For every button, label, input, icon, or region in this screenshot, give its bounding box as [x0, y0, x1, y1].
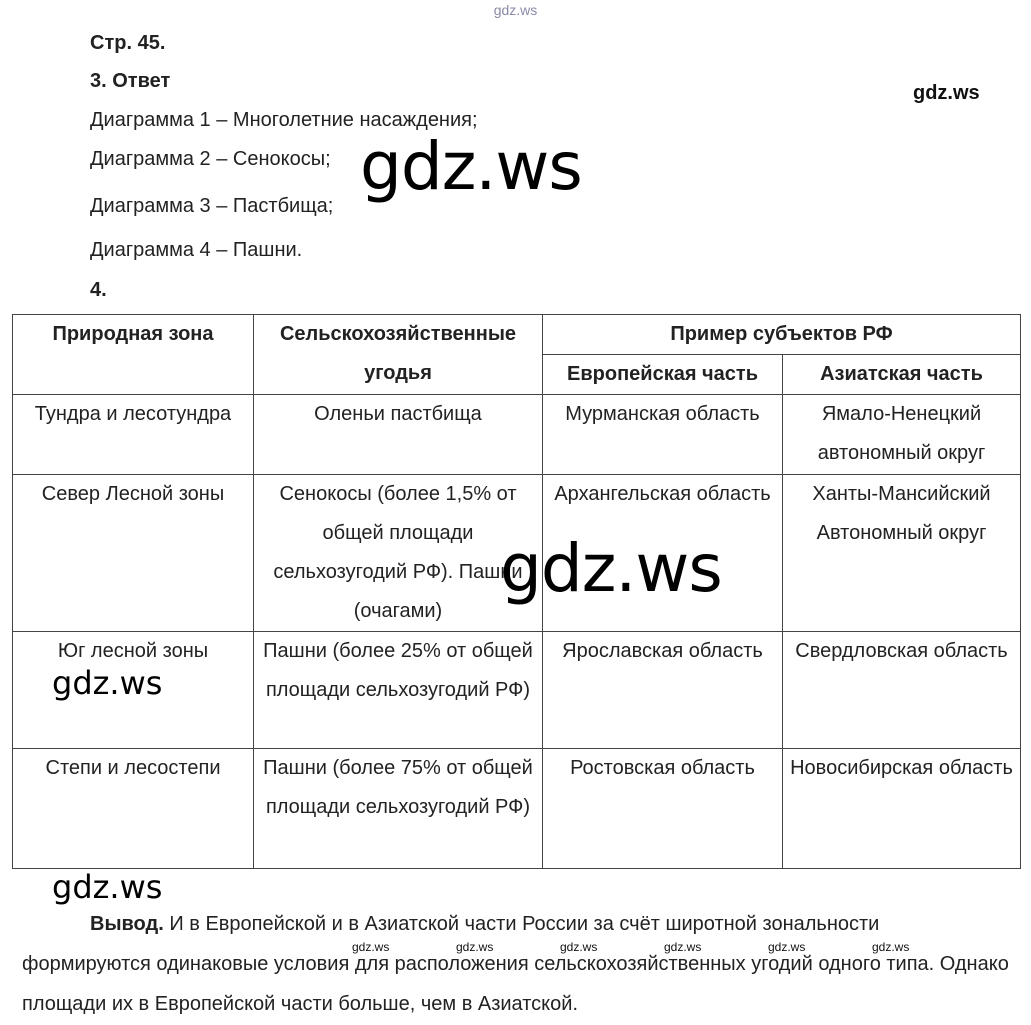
watermark-large-2: gdz.ws [500, 530, 722, 607]
header-lands: Сельскохозяйственные угодья [254, 315, 543, 395]
cell-lands: Пашни (более 25% от общей площади сельхозугодий РФ) [254, 632, 543, 749]
table-row [13, 395, 1021, 475]
cell-asia: Ханты-Мансийский Автономный округ [783, 475, 1021, 632]
watermark-tiny: gdz.ws [664, 940, 702, 954]
header-zone: Природная зона [13, 315, 254, 395]
header-asia: Азиатская часть [783, 355, 1021, 395]
conclusion-paragraph [22, 904, 1012, 1024]
answer-3-heading: 3. Ответ [90, 70, 171, 92]
watermark-medium-2: gdz.ws [52, 868, 163, 906]
page-number: Стр. 45. [90, 32, 166, 54]
watermark-right: gdz.ws [913, 82, 980, 104]
cell-zone: Юг лесной зоны [13, 632, 254, 749]
answer-item-4: Диаграмма 4 – Пашни. [90, 239, 303, 261]
table-row [13, 749, 1021, 869]
watermark-tiny: gdz.ws [872, 940, 910, 954]
watermark-tiny: gdz.ws [768, 940, 806, 954]
watermark-large-1: gdz.ws [360, 128, 582, 205]
cell-zone: Тундра и лесотундра [13, 395, 254, 475]
answer-item-1: Диаграмма 1 – Многолетние насаждения; [90, 109, 478, 131]
cell-lands: Оленьи пастбища [254, 395, 543, 475]
watermark-tiny: gdz.ws [456, 940, 494, 954]
table-row [13, 632, 1021, 749]
cell-zone: Север Лесной зоны [13, 475, 254, 632]
header-example: Пример субъектов РФ [543, 315, 1021, 355]
cell-lands: Сенокосы (более 1,5% от общей площади сельхозугодий РФ). Пашни (очагами) [254, 475, 543, 632]
conclusion-label: Вывод. [90, 913, 164, 935]
watermark-top: gdz.ws [493, 2, 538, 18]
cell-lands: Пашни (более 75% от общей площади сельхозугодий РФ) [254, 749, 543, 869]
cell-europe: Архангельская область [543, 475, 783, 632]
cell-asia: Ямало-Ненецкий автономный округ [783, 395, 1021, 475]
cell-europe: Мурманская область [543, 395, 783, 475]
watermark-medium-1: gdz.ws [52, 664, 163, 702]
cell-asia: Новосибирская область [783, 749, 1021, 869]
header-europe: Европейская часть [543, 355, 783, 395]
cell-europe: Ярославская область [543, 632, 783, 749]
cell-asia: Свердловская область [783, 632, 1021, 749]
watermark-tiny: gdz.ws [352, 940, 390, 954]
cell-zone: Степи и лесостепи [13, 749, 254, 869]
answer-item-3: Диаграмма 3 – Пастбища; [90, 195, 334, 217]
answer-item-2: Диаграмма 2 – Сенокосы; [90, 148, 331, 170]
cell-europe: Ростовская область [543, 749, 783, 869]
task-4-heading: 4. [90, 279, 107, 301]
watermark-tiny: gdz.ws [560, 940, 598, 954]
conclusion-text: И в Европейской и в Азиатской части России за счёт широтной зональности формируются одинаковые условия для расположения сельскохозяйственных угодий одного типа. Однако площади их в Европейской части больше, чем в Азиатской. [22, 913, 1009, 1015]
